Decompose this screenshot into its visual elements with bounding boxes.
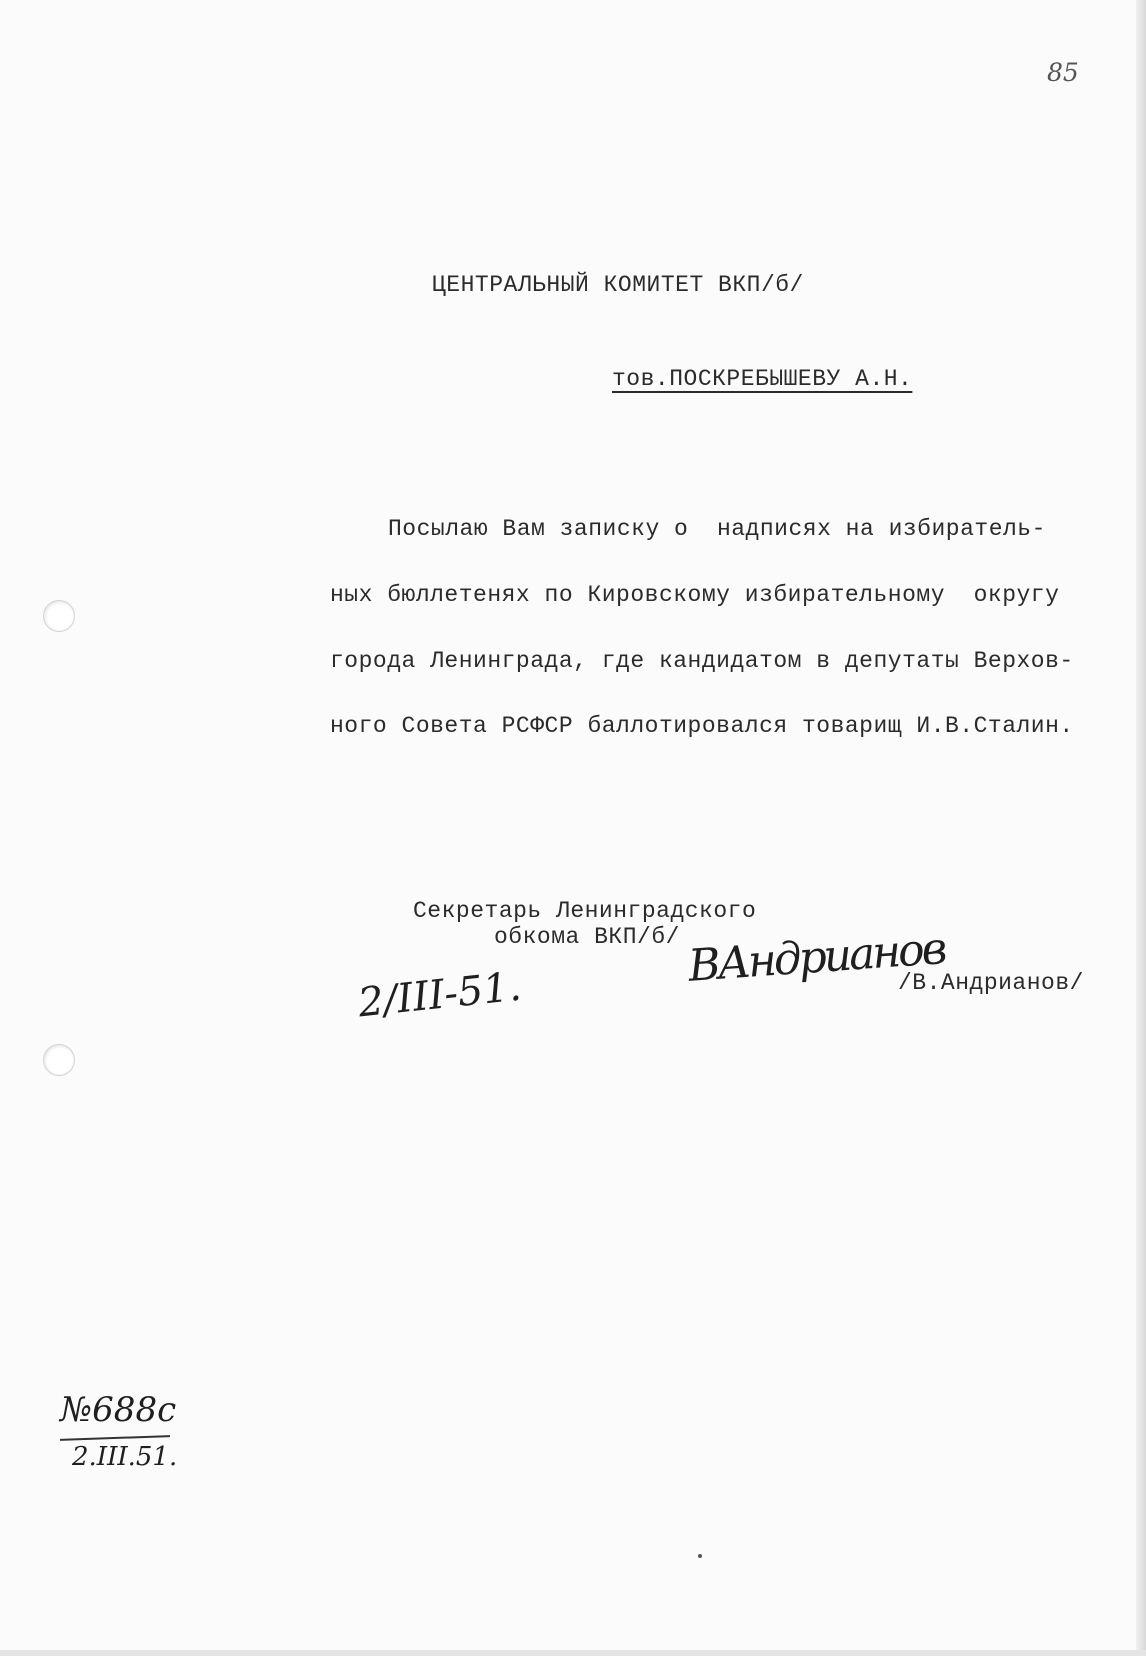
registration-divider (60, 1435, 170, 1441)
body-line: ных бюллетенях по Кировскому избирательному округу (330, 582, 1060, 608)
handwritten-date: 2/III-51. (356, 963, 524, 1027)
registration-date: 2.III.51. (72, 1442, 178, 1472)
body-line: ного Совета РСФСР баллотировался товарищ И.В.Сталин. (330, 713, 1074, 739)
signatory-title-line1: Секретарь Ленинградского (413, 898, 757, 924)
punch-hole-top (43, 600, 75, 632)
signatory-title-line2: обкома ВКП/б/ (494, 924, 680, 950)
page-edge-shadow (1136, 0, 1146, 1656)
addressee-recipient: тов.ПОСКРЕБЫШЕВУ А.Н. (612, 366, 913, 392)
signatory-name: /В.Андрианов/ (898, 970, 1084, 996)
ink-mark (698, 1554, 702, 1558)
body-line: города Ленинграда, где кандидатом в депутаты Верхов- (330, 648, 1074, 674)
handwritten-signature: ВАндрианов (686, 923, 946, 992)
registration-number: №688с (60, 1390, 177, 1430)
addressee-organization: ЦЕНТРАЛЬНЫЙ КОМИТЕТ ВКП/б/ (432, 272, 804, 298)
punch-hole-bottom (43, 1044, 75, 1076)
body-line: Посылаю Вам записку о надписях на избиратель- (388, 516, 1046, 542)
page-number: 85 (1047, 58, 1079, 87)
page-bottom-edge (0, 1650, 1146, 1656)
